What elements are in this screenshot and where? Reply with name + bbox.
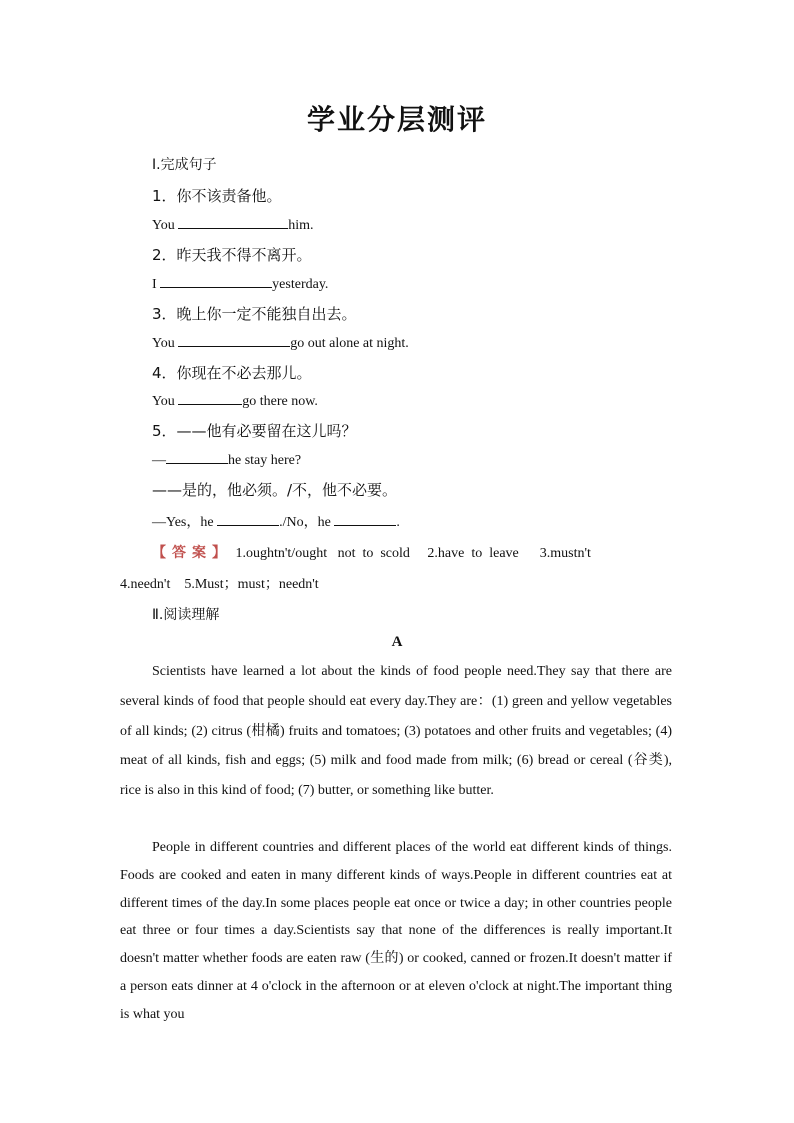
question-text: 晚上你一定不能独自出去。: [176, 305, 357, 323]
question-5-response-chinese: ——是的，他必须。/不，他不必要。: [152, 481, 398, 499]
question-4-chinese: [152, 362, 312, 383]
answer-blank[interactable]: [217, 513, 279, 526]
sentence-end: he stay here?: [228, 453, 302, 468]
question-5-chinese: [152, 420, 357, 441]
question-number: 5．: [152, 422, 177, 440]
sentence-start: —: [152, 453, 166, 468]
question-number: 1．: [152, 187, 177, 205]
sentence-start: I: [152, 277, 161, 292]
answer-blank[interactable]: [178, 334, 290, 347]
answer-key-line-2: 4.needn't 5.Must；must；needn't: [120, 577, 319, 592]
question-text: 你不该责备他。: [176, 187, 282, 205]
answer-text: 1.oughtn't/ought not to scold 2.have to leave 3.mustn't: [235, 546, 591, 561]
page-title: 学业分层测评: [306, 103, 487, 136]
sentence-end: go there now.: [242, 394, 318, 409]
passage-label: A: [391, 634, 403, 650]
response-start: —Yes，he: [152, 515, 218, 530]
question-3-english: [152, 334, 409, 352]
question-text: 你现在不必去那儿。: [176, 364, 312, 382]
question-2-english: [152, 275, 328, 293]
question-number: 3．: [152, 305, 177, 323]
answer-blank[interactable]: [160, 275, 272, 288]
question-text: 昨天我不得不离开。: [176, 246, 312, 264]
passage-paragraph-2: People in different countries and different places of the world eat different kinds of things. Foods are cooked and eaten in many different kinds of ways.People in different countries eat at different times of the day.In some places people eat once or twice a day; in other countries people eat three or four times a day.Scientists say that none of the differences is really important.It doesn't matter whether foods are eaten raw (生的) or cooked, canned or frozen.It doesn't matter if a person eats dinner at 4 o'clock in the afternoon or at eleven o'clock at night.The important thing is what you: [120, 840, 672, 1022]
question-1-english: [152, 216, 314, 234]
question-5-english: [152, 451, 301, 469]
answer-blank[interactable]: [178, 216, 288, 229]
question-5-response-english: [152, 511, 400, 531]
question-text: ——他有必要留在这儿吗？: [176, 422, 357, 440]
sentence-end: him.: [288, 218, 314, 233]
sentence-start: You: [152, 336, 179, 351]
section-heading-reading: Ⅱ.阅读理解: [152, 607, 220, 623]
question-3-chinese: [152, 303, 357, 324]
passage-paragraph-1: Scientists have learned a lot about the kinds of food people need.They say that there are several kinds of food that people should eat every day.They are：(1) green and yellow vegetables of all kinds; (2) citrus (柑橘) fruits and tomatoes; (3) potatoes and other fruits and vegetables; (4) meat of all kinds, fish and eggs; (5) milk and food made from milk; (6) bread or cereal (谷类), rice is also in this kind of food; (7) butter, or something like butter.: [120, 664, 672, 799]
sentence-start: You: [152, 218, 179, 233]
question-number: 2．: [152, 246, 177, 264]
question-4-english: [152, 392, 318, 410]
sentence-end: yesterday.: [272, 277, 329, 292]
question-1-chinese: [152, 185, 282, 206]
answer-label: 【答案】: [152, 545, 232, 561]
response-end: .: [396, 515, 400, 530]
sentence-end: go out alone at night.: [290, 336, 409, 351]
question-number: 4．: [152, 364, 177, 382]
answer-blank[interactable]: [166, 451, 228, 464]
answer-blank[interactable]: [178, 392, 242, 405]
section-heading-complete-sentences: Ⅰ.完成句子: [152, 157, 217, 173]
answer-key-line-1: [152, 542, 591, 562]
answer-blank[interactable]: [334, 513, 396, 526]
sentence-start: You: [152, 394, 179, 409]
response-middle: ./No，he: [279, 515, 335, 530]
question-2-chinese: [152, 244, 312, 265]
